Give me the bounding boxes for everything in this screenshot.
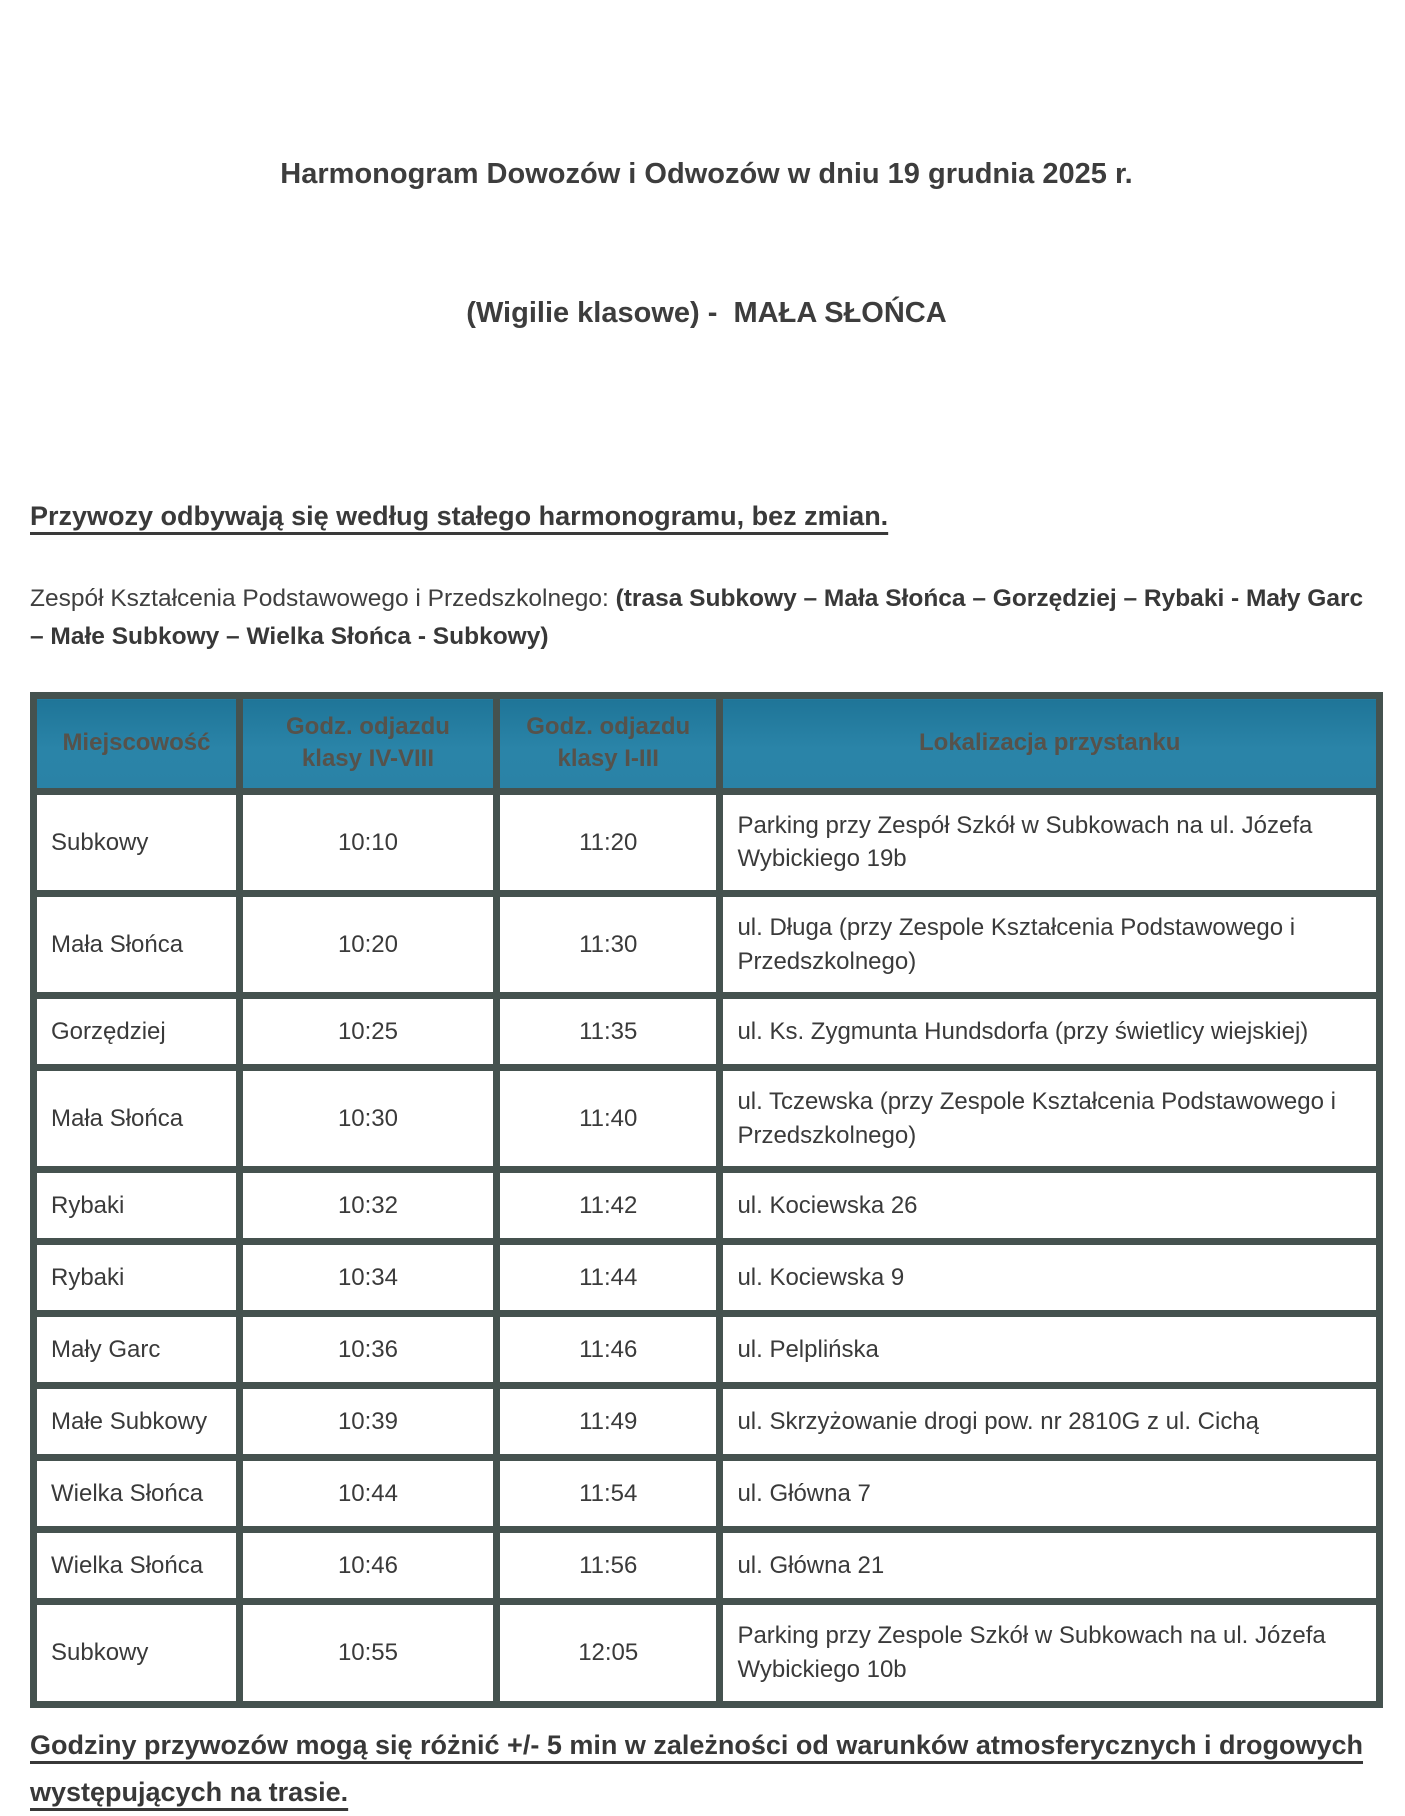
cell-time-iv-viii: 10:32 <box>239 1170 496 1242</box>
cell-place: Wielka Słońca <box>34 1458 240 1530</box>
cell-location: ul. Ks. Zygmunta Hundsdorfa (przy świetlicy wiejskiej) <box>720 996 1380 1068</box>
footer-note: Godziny przywozów mogą się różnić +/- 5 min w zależności od warunków atmosferycznych i drogowych występujących na trasie. <box>30 1729 1364 1807</box>
cell-time-iv-viii: 10:10 <box>239 791 496 893</box>
cell-place: Subkowy <box>34 791 240 893</box>
header-lokalizacja-przystanku: Lokalizacja przystanku <box>720 696 1380 792</box>
cell-location: ul. Główna 7 <box>720 1458 1380 1530</box>
cell-location: ul. Kociewska 26 <box>720 1170 1380 1242</box>
cell-location: ul. Tczewska (przy Zespole Kształcenia Podstawowego i Przedszkolnego) <box>720 1068 1380 1170</box>
cell-place: Subkowy <box>34 1602 240 1704</box>
notice-text: Przywozy odbywają się według stałego harmonogramu, bez zmian. <box>30 501 889 532</box>
cell-time-i-iii: 11:49 <box>497 1386 720 1458</box>
cell-time-iv-viii: 10:46 <box>239 1530 496 1602</box>
schedule-table <box>30 692 1383 1708</box>
cell-place: Rybaki <box>34 1242 240 1314</box>
header-godz-odjazdu-iv-viii: Godz. odjazdu klasy IV-VIII <box>239 696 496 792</box>
cell-time-i-iii: 11:54 <box>497 1458 720 1530</box>
title-line-1: Harmonogram Dowozów i Odwozów w dniu 19 grudnia 2025 r. <box>280 157 1133 190</box>
cell-location: ul. Długa (przy Zespole Kształcenia Podstawowego i Przedszkolnego) <box>720 894 1380 996</box>
cell-location: ul. Pelplińska <box>720 1314 1380 1386</box>
table-row <box>34 1530 1380 1602</box>
table-row <box>34 1314 1380 1386</box>
cell-time-i-iii: 11:35 <box>497 996 720 1068</box>
cell-time-iv-viii: 10:39 <box>239 1386 496 1458</box>
route-prefix: Zespół Kształcenia Podstawowego i Przedszkolnego: <box>30 585 616 613</box>
table-row <box>34 1386 1380 1458</box>
route-detail: (trasa Subkowy – Mała Słońca – Gorzędziej – Rybaki - Mały Garc – Małe Subkowy – Wielka Słońca - Subkowy) <box>30 585 1364 651</box>
cell-time-i-iii: 12:05 <box>497 1602 720 1704</box>
cell-time-iv-viii: 10:25 <box>239 996 496 1068</box>
cell-place: Gorzędziej <box>34 996 240 1068</box>
cell-location: ul. Główna 21 <box>720 1530 1380 1602</box>
cell-location: Parking przy Zespole Szkół w Subkowach na ul. Józefa Wybickiego 10b <box>720 1602 1380 1704</box>
cell-time-i-iii: 11:56 <box>497 1530 720 1602</box>
cell-location: ul. Kociewska 9 <box>720 1242 1380 1314</box>
cell-time-iv-viii: 10:44 <box>239 1458 496 1530</box>
table-row <box>34 1170 1380 1242</box>
document-title <box>30 58 1383 429</box>
cell-place: Mała Słońca <box>34 1068 240 1170</box>
cell-time-i-iii: 11:20 <box>497 791 720 893</box>
title-line-2: (Wigilie klasowe) - MAŁA SŁOŃCA <box>466 296 947 329</box>
cell-time-i-iii: 11:44 <box>497 1242 720 1314</box>
table-row <box>34 1458 1380 1530</box>
cell-time-iv-viii: 10:20 <box>239 894 496 996</box>
cell-time-iv-viii: 10:36 <box>239 1314 496 1386</box>
cell-time-iv-viii: 10:55 <box>239 1602 496 1704</box>
cell-location: Parking przy Zespół Szkół w Subkowach na ul. Józefa Wybickiego 19b <box>720 791 1380 893</box>
cell-time-i-iii: 11:46 <box>497 1314 720 1386</box>
table-row <box>34 894 1380 996</box>
cell-time-iv-viii: 10:30 <box>239 1068 496 1170</box>
table-row <box>34 1242 1380 1314</box>
table-header-row <box>34 696 1380 792</box>
cell-time-i-iii: 11:42 <box>497 1170 720 1242</box>
cell-time-i-iii: 11:30 <box>497 894 720 996</box>
cell-place: Mała Słońca <box>34 894 240 996</box>
cell-time-i-iii: 11:40 <box>497 1068 720 1170</box>
table-row <box>34 1068 1380 1170</box>
table-row <box>34 1602 1380 1704</box>
table-row <box>34 791 1380 893</box>
cell-place: Mały Garc <box>34 1314 240 1386</box>
header-godz-odjazdu-i-iii: Godz. odjazdu klasy I-III <box>497 696 720 792</box>
header-miejscowosc: Miejscowość <box>34 696 240 792</box>
table-row <box>34 996 1380 1068</box>
cell-location: ul. Skrzyżowanie drogi pow. nr 2810G z ul. Cichą <box>720 1386 1380 1458</box>
cell-place: Rybaki <box>34 1170 240 1242</box>
cell-place: Wielka Słońca <box>34 1530 240 1602</box>
cell-place: Małe Subkowy <box>34 1386 240 1458</box>
cell-time-iv-viii: 10:34 <box>239 1242 496 1314</box>
route-paragraph <box>30 580 1380 656</box>
